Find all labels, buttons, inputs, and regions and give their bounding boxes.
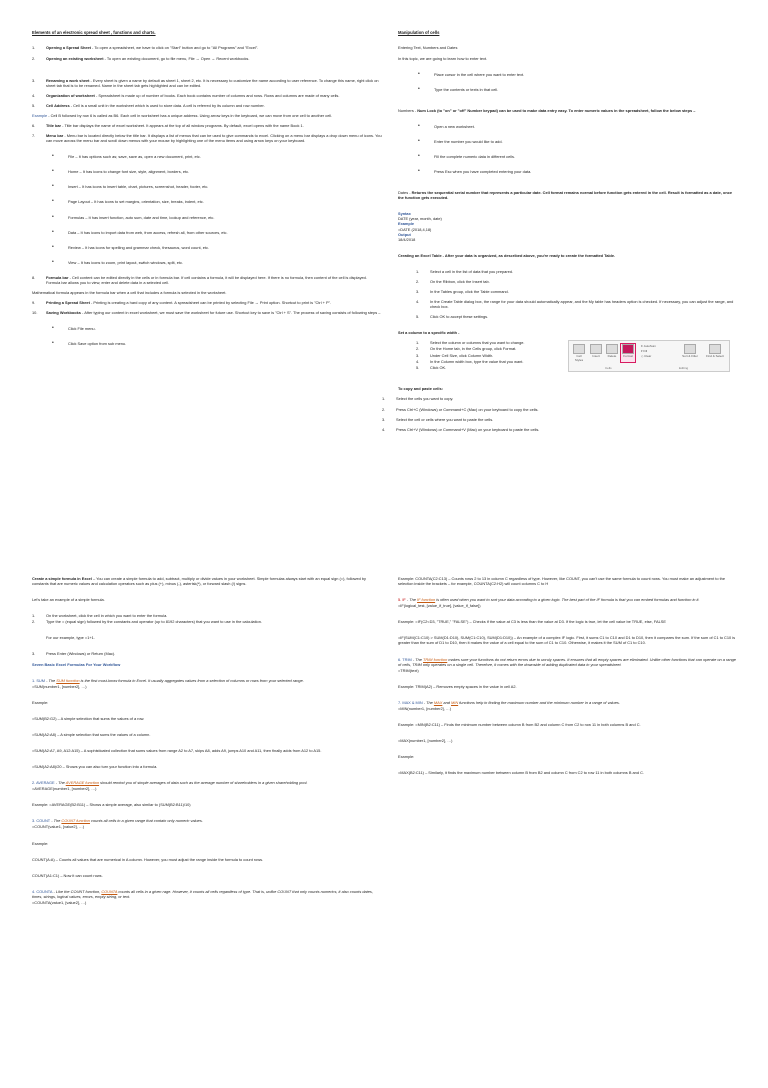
page1-left-column: [32, 30, 382, 542]
cell-address-example: Example - Cell B followed by row 6 is called as B6. Each cell in worksheet has a unique address. Using arrow keys in the keyboard, we can move from one cell to another cell.: [32, 112, 333, 118]
numbers-paragraph: Numbers - Num Lock (to "on" or "off" Number keypad) can be used to make data entry easy. To enter numeric values in the spreadsheet, follow the below steps –: [398, 107, 696, 113]
seven-formulas-heading: Seven Basic Excel Formulas For Your Workflow: [32, 661, 121, 667]
table-heading: Creating an Excel Table - After your data is organized, as described above, you're ready to create the formatted Table.: [398, 252, 616, 258]
if-syntax: =IF(logical_test, [value_if_true], [value_if_false]): [398, 603, 481, 609]
formula-note: Mathematical formula appears in the formula bar when a cell that includes a formula is selected in the worksheet.: [32, 290, 227, 296]
editing-group-label: Editing: [679, 365, 689, 370]
trim-example: Example: TRIM(A2) – Removes empty spaces in the value in cell A2.: [398, 683, 517, 689]
min-example: Example: =MIN(B2:C11) – Finds the minimum number between column B from B2 and column C from C2 to row 11 in both columns B and C.: [398, 722, 641, 728]
find-select-icon: Find & Select: [704, 344, 726, 362]
list-item: 1. Opening a Spread Sheet - To open a spreadsheet, we have to click on "Start" button and go to "All Programs" and "Excel".: [32, 45, 259, 51]
sum-example: =SUM(A2:A8) – A simple selection that sums the values of a column.: [32, 731, 151, 737]
page1-right-column: [382, 30, 736, 542]
document-page-1: [0, 0, 768, 512]
example-intro: Let's take an example of a simple formula.: [32, 597, 105, 603]
entering-heading: Entering Text, Numbers and Dates: [398, 45, 458, 51]
save-step-bullet: • Click Save option from sub menu.: [52, 340, 127, 347]
counta-syntax: =COUNTA(value1, [value2], …): [32, 899, 87, 905]
number-step-bullet: • Press Esc when you have completed entering your data.: [418, 168, 532, 175]
date-syntax-label: Syntax: [398, 211, 411, 217]
max-syntax: =MAX(number1, [number2], …): [398, 738, 453, 744]
count-example: COUNT(A:A) – Counts all values that are numerical in A column. However, you must adjust the range inside the formula to count rows.: [32, 856, 264, 862]
sum-example: =SUM(B2:G2) – A simple selection that sums the values of a row.: [32, 715, 145, 721]
min-syntax: =MIN(number1, [number2], …): [398, 705, 452, 711]
list-item: 4. In the Column width box, type the value that you want.: [416, 358, 524, 364]
insert-icon: Insert: [589, 344, 603, 362]
page1-right-heading: Manipulation of cells: [398, 30, 440, 35]
trim-syntax: =TRIM(text): [398, 667, 419, 673]
list-item: 5. Cell Address - Cell is a small unit in the worksheet which is used to store data. A cell is referred by its column and row number.: [32, 102, 265, 108]
sum-syntax: =SUM(number1, [number2], …): [32, 683, 87, 689]
example-label: Example:: [32, 699, 49, 705]
counta-description: 4. COUNTA - Like the COUNT function, COUNTA counts all cells in a given rage. However, it counts all cells regardless of type. That is, unlike COUNT that only counts numerics, it also counts dates, times, strings, logical values, errors, empty string, or text.: [32, 888, 373, 899]
list-item: 3. Select the cell or cells where you want to paste the cells.: [382, 416, 494, 422]
count-description: 3. COUNT - The COUNT function counts all cells in a given range that contain only numeric values.: [32, 818, 203, 824]
trim-description: 6. TRIM - The TRIM function makes sure your functions do not return errors due to unruly spaces. It ensures that all empty spaces are eliminated. Unlike other functions that can operate on a range of cells, TRIM only operates on a single cell. Therefore, it comes with the downside of adding duplicated data in your spreadsheet.: [398, 656, 736, 667]
sum-example: =SUM(A2:A7, A9, A12:A15) – A sophisticated collection that sums values from range A2 to A7, skips A8, adds A9, jumps A10 and A11, then finally adds from A12 to A15.: [32, 748, 322, 754]
menu-bullet: • Review – It has icons for spelling and grammar check, thesaurus, word count, etc.: [52, 243, 209, 250]
table-steps: [398, 269, 736, 319]
date-example: =DATE (2018,4,18): [398, 226, 432, 232]
editing-group-list: Σ AutoSum ▾ Fill ◇ Clear: [641, 344, 657, 358]
cells-group-label: Cells: [605, 365, 612, 370]
copy-steps: [382, 396, 736, 431]
list-item: 3. In the Tables group, click the Table command.: [416, 289, 509, 295]
date-example-label: Example: [398, 221, 415, 227]
count-example: COUNT(A1:C1) – Now it can count rows.: [32, 872, 103, 878]
date-output: 18/4/2018: [398, 236, 416, 242]
text-step-bullet: • Type the contents or texts in that cell.: [418, 85, 499, 92]
list-item: 6. Title bar - Title bar displays the name of excel worksheet. It appears at the top of all window programs. By default, excel opens with the name Book 1.: [32, 123, 304, 128]
list-item: 2. On the Ribbon, click the Insert tab.: [416, 278, 490, 284]
simple-formula-intro: Create a simple formula in Excel – You can create a simple formula to add, subtract, multiply or divide values in your worksheet. Simple formulas always start with an equal sign (=), followed by constants that are numeric values and calculation operators such as plus (+), minus (-), asterisk(*), or forward slash (/) signs.: [32, 576, 367, 587]
format-icon: Format: [621, 344, 635, 362]
list-item: 8. Formula bar - Cell content can be edited directly in the cells or in formula bar. If cell contains a formula, it will be displayed here. If there is no formula, then content of the cell is displayed. Formula bar allows you to view, enter and delete data in a selected cell.: [32, 274, 367, 285]
list-item: 5. Click OK to accept these settings.: [416, 314, 489, 320]
document-page-2: [0, 512, 768, 1024]
delete-icon: Delete: [605, 344, 619, 362]
menu-bullet: • Insert – It has icons to insert table, chart, pictures, screenshot, header, footer, etc.: [52, 183, 209, 190]
list-item: 3. Under Cell Size, click Column Width.: [416, 352, 494, 358]
list-item: 5. Click OK.: [416, 364, 447, 370]
copy-heading: To copy and paste cells:: [398, 386, 443, 392]
max-min-description: 7. MAX & MIN - The MAX and MIN functions help in finding the maximum number and the minimum number in a range of values.: [398, 699, 620, 705]
menu-bullet: • Page Layout – It has icons to set margins, orientation, size, breaks, indent, etc.: [52, 198, 204, 205]
count-syntax: =COUNT(value1, [value2], …): [32, 824, 85, 830]
list-item: 4. Press Ctrl+V (Windows) or Command+V (Mac) on your keyboard to paste the cells.: [382, 426, 540, 432]
example-label: Example:: [398, 754, 415, 760]
example-label: Example:: [32, 840, 49, 846]
list-item: 1. On the worksheet, click the cell in which you want to enter the formula.: [32, 613, 168, 619]
date-output-label: Output: [398, 231, 411, 237]
number-step-bullet: • Open a new worksheet.: [418, 122, 475, 129]
menu-bullet: • Home – It has icons to change font size, style, alignment, borders, etc.: [52, 168, 190, 175]
save-step-bullet: • Click File menu.: [52, 325, 96, 332]
cell-styles-icon: Cell Styles: [572, 344, 586, 362]
average-syntax: =AVERAGE(number1, [number2], …): [32, 786, 97, 792]
menu-bullet: • File – It has options such as; save, save as, open a new document, print, etc.: [52, 153, 201, 160]
list-item: 7. Menu bar - Menu bar is located directly below the title bar. It displays a list of menus that can be used to give commands to excel. Clicking on a menu bar displays a drop down menu of icons. You can move across the menu bar and scroll down menus with your mouse by highlighting one of the menu items and using arrow keys on your keyboard.: [32, 133, 382, 144]
if-example: Example: =IF(C2<D3, "TRUE," "FALSE") – Checks if the value at C3 is less than the value at D3. If the logic is true, let the cell value be TRUE, else, FALSE: [398, 619, 666, 625]
menu-bullet: • View – It has icons to zoom, print layout, switch windows, split, etc.: [52, 258, 183, 265]
text-step-bullet: • Place cursor in the cell where you want to enter text.: [418, 70, 525, 77]
page2-left-column: [32, 576, 382, 1088]
average-example: Example: =AVERAGE(B2:B11) – Shows a simple average, also similar to (SUM(B2:B11)/10): [32, 802, 191, 808]
max-example: =MAX(B2:C11) – Similarly, it finds the maximum number between column B from B2 and column C from C2 to row 11 in both columns B and C.: [398, 770, 644, 776]
sort-filter-icon: Sort & Filter: [679, 344, 701, 362]
width-section: [398, 340, 736, 380]
menu-bullet: • Data – It has icons to import data from web, from access, refresh all, from other sources, etc.: [52, 228, 228, 235]
average-description: 2. AVERAGE - The AVERAGE function should remind you of simple averages of data such as the average number of shareholders in a given shareholding pool.: [32, 780, 308, 786]
list-item: 1. Select a cell in the list of data that you prepared.: [416, 268, 514, 274]
sum-example: =SUM(A2:A8)/20 – Shows you can also turn your function into a formula.: [32, 764, 158, 770]
list-item: 9. Printing a Spread Sheet - Printing is creating a hard copy of any content. A spreadsheet can be printed by selecting File → Print option. Shortcut to print is "Ctrl + P".: [32, 300, 332, 306]
width-steps: [398, 340, 566, 369]
width-heading: Set a column to a specific width -: [398, 330, 460, 336]
list-item: 2. Type the = (equal sign) followed by the constants and operator (up to 8192 characters) that you want to use in the calculation.: [32, 619, 262, 625]
list-item: 3. Press Enter (Windows) or Return (Mac).: [32, 651, 116, 657]
list-item: 10. Saving Workbooks - After typing our content in excel worksheet, we must save the worksheet for future use. Shortcut key to save is "Ctrl + S". The process of saving consists of following steps –: [32, 310, 381, 316]
page1-left-heading: Elements of an electronic spread sheet , functions and charts.: [32, 30, 156, 35]
list-item: 2. Press Ctrl+C (Windows) or Command+C (Mac) on your keyboard to copy the cells.: [382, 406, 539, 412]
sum-description: 1. SUM - The SUM function is the first must-know formula in Excel. It usually aggregates values from a selection of columns or rows from your selected range.: [32, 677, 304, 683]
list-item: 3. Renaming a work sheet - Every sheet is given a name by default as sheet 1, sheet 2, etc. It is necessary to customize the name according to user reference. To change this name, right click on sheet tab that is to be renamed. Name in the sheet tab gets highlighted and can be edited.: [32, 77, 379, 88]
entering-intro: In this topic, we are going to learn how to enter text.: [398, 55, 488, 61]
list-item: 4. In the Create Table dialog box, the range for your data should automatically appear, and the My table has headers option is checked. If necessary, you can adjust the range, and check box.: [416, 299, 734, 310]
list-item: 1. Select the column or columns that you want to change.: [416, 340, 525, 346]
list-item: 2. Opening an existing worksheet - To open an existing document, go to file menu, File → Open → Recent workbooks.: [32, 55, 250, 61]
menu-bullet: • Formulas – It has insert function, auto sum, date and time, lookup and reference, etc.: [52, 213, 215, 220]
list-item: 2. On the Home tab, in the Cells group, click Format.: [416, 346, 517, 352]
dates-paragraph: Dates - Returns the sequential serial number that represents a particular date. Cell format remains normal before function gets entered in the cell. Result is formatted as a date, once the function gets executed.: [398, 190, 733, 201]
number-step-bullet: • Fill the complete numeric data in different cells.: [418, 153, 516, 159]
date-syntax: DATE (year, month, date): [398, 216, 442, 222]
number-step-bullet: • Enter the number you would like to add.: [418, 137, 503, 144]
if-description: 5. IF - The IF function is often used when you want to sort your data according to a given logic. The best part of the IF formula is that you can embed formulas and function in it.: [398, 597, 700, 603]
for-example: For our example, type =1+1.: [46, 635, 95, 641]
if-example: =IF(SUM(C1:C10) > SUM(D1:D10), SUM(C1:C10), SUM(D1:D10)) – An example of a complex IF logic. First, it sums C1 to C10 and D1 to D10, then it compares the sum. If the sum of C1 to C10 is greater than the sum of D1 to D10, then it makes the value of a cell equal to the sum of C1 to C10. Otherwise, it makes it the SUM of C1 to C10.: [398, 635, 736, 646]
excel-ribbon-image: [568, 340, 730, 372]
counta-example: Example: COUNTA(C2:C13) – Counts rows 2 to 13 in column C regardless of type. However, like COUNT, you can't use the same formula to count rows. You must make an adjustment to the selection inside the brackets – for example, COUNTA(C2:H2) will count columns C to H: [398, 576, 725, 587]
list-item: 1. Select the cells you want to copy.: [382, 396, 454, 402]
page2-right-column: [398, 576, 736, 1088]
list-item: 4. Organization of worksheet - Spreadsheet is made up of number of books. Each book contains number of columns and rows. Rows and columns are made of many cells.: [32, 92, 340, 98]
